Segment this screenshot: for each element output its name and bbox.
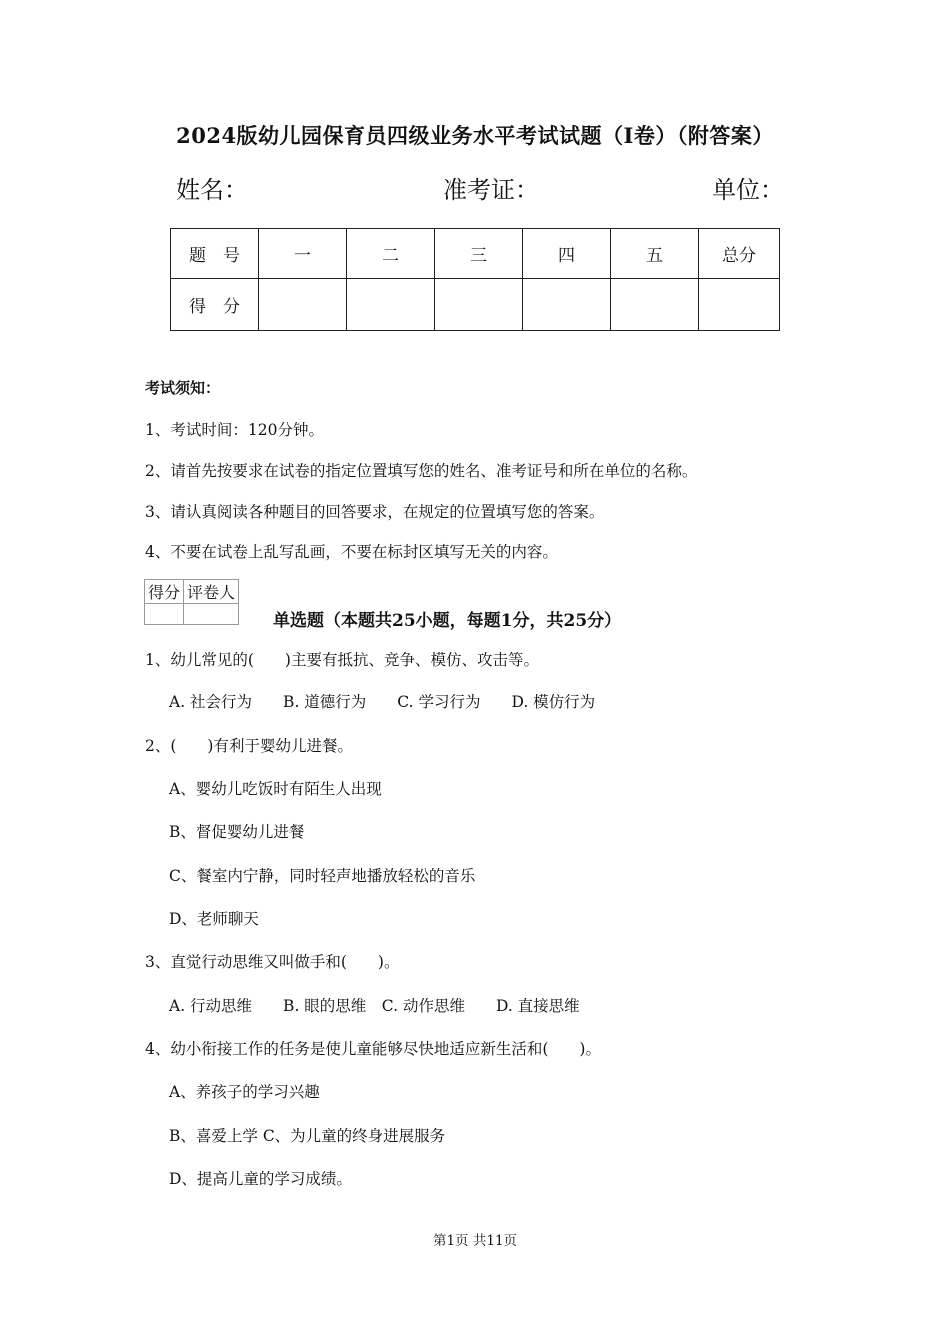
notice-item: 1、考试时间：120分钟。 [145, 421, 324, 439]
score-table-score-row [171, 279, 780, 331]
score-cell [435, 279, 523, 331]
question-options: A. 行动思维 B. 眼的思维 C. 动作思维 D. 直接思维 [169, 997, 580, 1015]
grader-reviewer-label: 评卷人 [184, 580, 239, 604]
score-table-header-cell: 二 [347, 229, 435, 279]
grader-reviewer-cell [184, 604, 239, 625]
question-option: B、督促婴幼儿进餐 [169, 823, 305, 841]
score-table-header-cell: 题 号 [171, 229, 259, 279]
notice-item: 4、不要在试卷上乱写乱画，不要在标封区填写无关的内容。 [145, 543, 558, 561]
grader-score-cell [145, 604, 184, 625]
notice-heading: 考试须知： [145, 379, 221, 397]
score-row-label: 得 分 [171, 279, 259, 331]
score-cell [699, 279, 780, 331]
question-options: A. 社会行为 B. 道德行为 C. 学习行为 D. 模仿行为 [169, 693, 596, 711]
question-option: C、餐室内宁静，同时轻声地播放轻松的音乐 [169, 867, 476, 885]
score-table-header-cell: 五 [611, 229, 699, 279]
question-stem: 1、幼儿常见的( )主要有抵抗、竞争、模仿、攻击等。 [145, 651, 539, 669]
score-cell [347, 279, 435, 331]
score-table [170, 228, 780, 331]
score-table-header-cell: 三 [435, 229, 523, 279]
grader-score-label: 得分 [145, 580, 184, 604]
question-option: D、提高儿童的学习成绩。 [169, 1170, 352, 1188]
score-cell [259, 279, 347, 331]
exam-number-field-label: 准考证： [443, 176, 539, 204]
question-option: D、老师聊天 [169, 910, 259, 928]
score-table-header-cell: 四 [523, 229, 611, 279]
score-table-header-cell: 总分 [699, 229, 780, 279]
score-cell [523, 279, 611, 331]
notice-item: 3、请认真阅读各种题目的回答要求，在规定的位置填写您的答案。 [145, 503, 605, 521]
question-option: B、喜爱上学 C、为儿童的终身进展服务 [169, 1127, 446, 1145]
question-stem: 2、( )有利于婴幼儿进餐。 [145, 737, 353, 755]
section-title: 单选题（本题共25小题，每题1分，共25分） [273, 611, 622, 631]
question-option: A、婴幼儿吃饭时有陌生人出现 [169, 780, 382, 798]
page-title: 2024版幼儿园保育员四级业务水平考试试题（I卷）（附答案） [176, 123, 774, 148]
name-field-label: 姓名： [176, 176, 248, 204]
grader-box [144, 579, 239, 625]
score-table-header-cell: 一 [259, 229, 347, 279]
question-stem: 4、幼小衔接工作的任务是使儿童能够尽快地适应新生活和( )。 [145, 1040, 601, 1058]
notice-item: 2、请首先按要求在试卷的指定位置填写您的姓名、准考证号和所在单位的名称。 [145, 462, 698, 480]
page-footer: 第1页 共11页 [432, 1233, 518, 1249]
score-table-header-row [171, 229, 780, 279]
unit-field-label: 单位： [712, 176, 784, 204]
question-stem: 3、直觉行动思维又叫做手和( )。 [145, 953, 400, 971]
score-cell [611, 279, 699, 331]
question-option: A、养孩子的学习兴趣 [169, 1083, 320, 1101]
